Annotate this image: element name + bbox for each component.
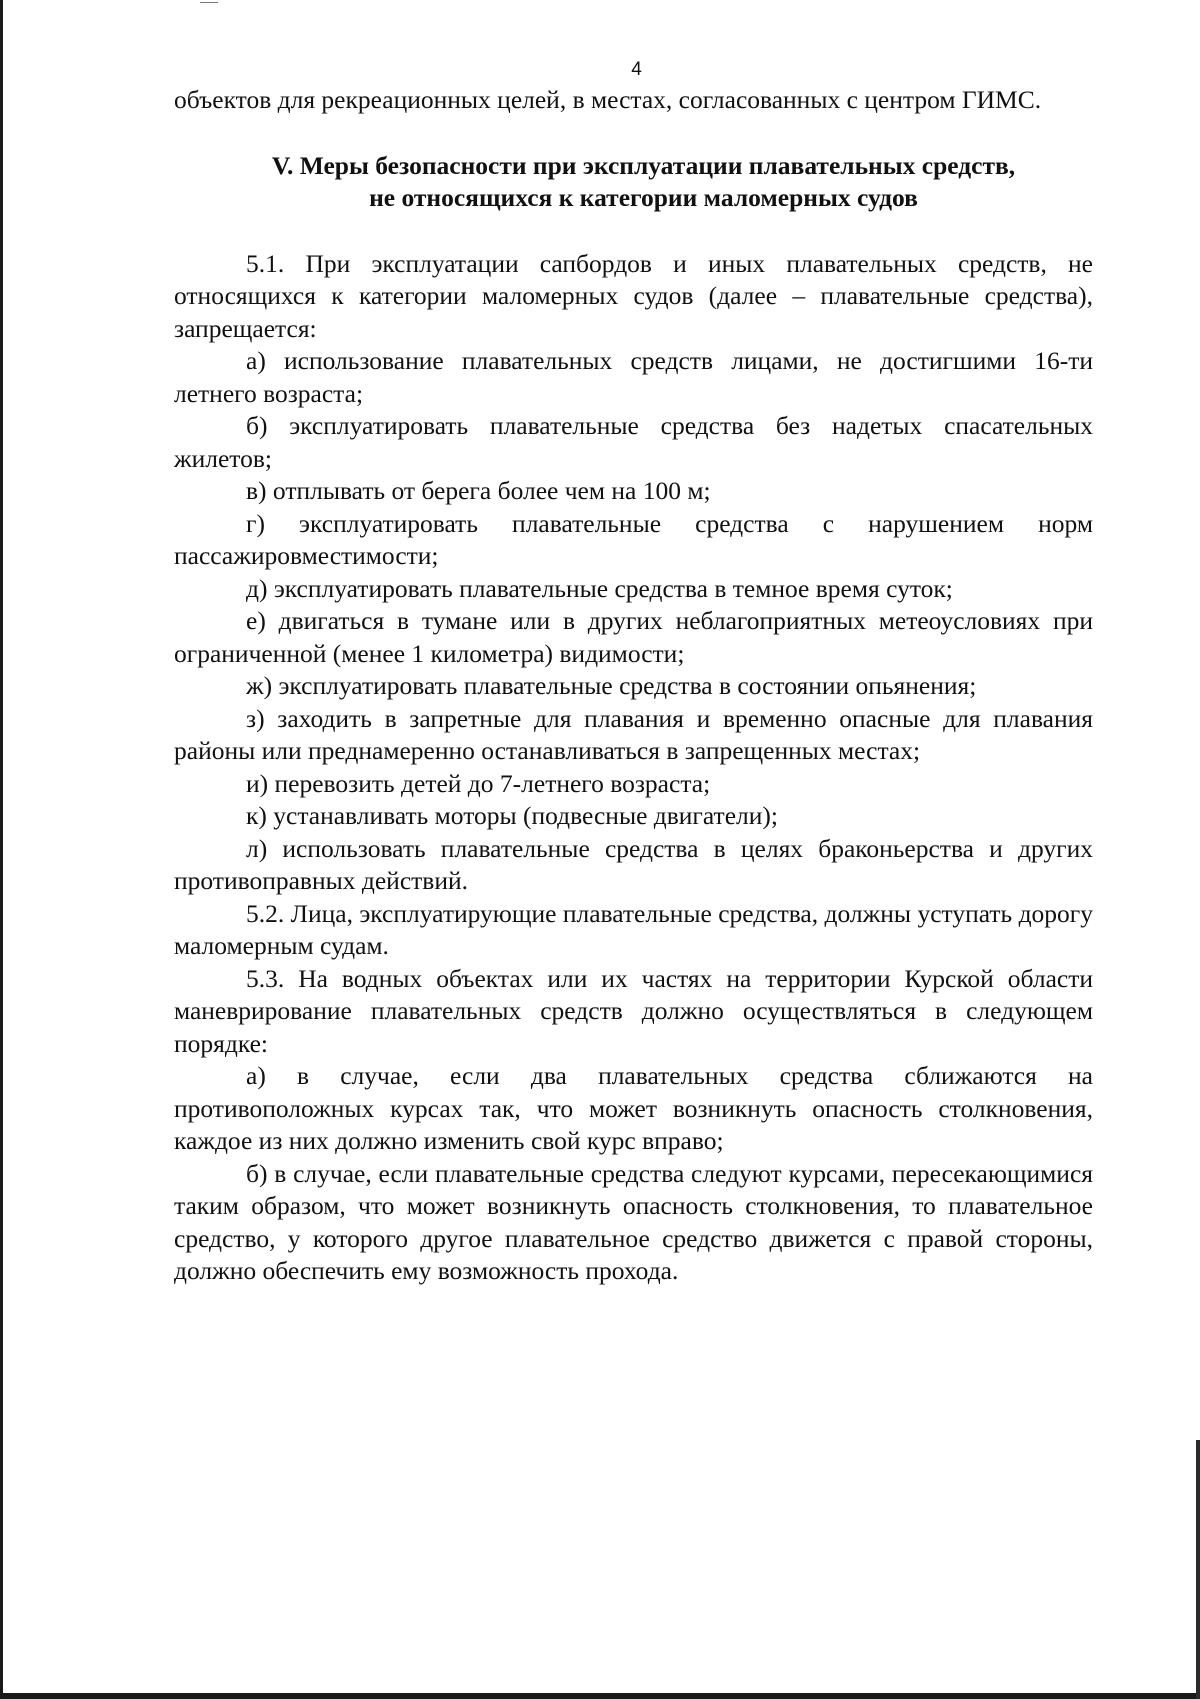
clause-5-1-z: з) заходить в запретные для плавания и временно опасные для плавания районы или преднамеренно останавливаться в запрещенных местах;	[174, 703, 1093, 765]
clause-5-1-e: е) двигаться в тумане или в других неблагоприятных метеоусловиях при ограниченной (менее 1 километра) видимости;	[174, 606, 1093, 668]
clause-5-2: 5.2. Лица, эксплуатирующие плавательные средства, должны уступать дорогу маломерным судам.	[174, 898, 1093, 960]
clause-5-1: 5.1. При эксплуатации сапбордов и иных плавательных средств, не относящихся к категории маломерных судов (далее – плавательные средства), запрещается:	[174, 248, 1093, 343]
clause-5-3-a: а) в случае, если два плавательных средства сближаются на противоположных курсах так, что может возникнуть опасность столкновения, каждое из них должно изменить свой курс вправо;	[174, 1061, 1093, 1155]
scan-edge-right	[1196, 1440, 1200, 1699]
clause-5-1-a: а) использование плавательных средств лицами, не достигшими 16-ти летнего возраста;	[174, 346, 1093, 408]
scan-edge-left	[0, 0, 3, 1699]
clause-5-3-b: б) в случае, если плавательные средства следуют курсами, пересекающимися таким образом, что может возникнуть опасность столкновения, то плавательное средство, у которого другое плавательное средство движется с правой стороны, должно обеспечить ему возможность прохода.	[174, 1158, 1093, 1285]
scan-mark-top	[200, 2, 218, 3]
clause-5-1-l: л) использовать плавательные средства в целях браконьерства и других противоправных действий.	[174, 833, 1093, 895]
section-heading-line-1: V. Меры безопасности при эксплуатации плавательных средств,	[271, 150, 1016, 180]
document-page	[174, 58, 1093, 1288]
clause-5-1-zh: ж) эксплуатировать плавательные средства в состоянии опьянения;	[246, 671, 977, 700]
page-number: 4	[631, 59, 642, 80]
clause-5-3: 5.3. На водных объектах или их частях на территории Курской области маневрирование плавательных средств должно осуществляться в следующем порядке:	[174, 963, 1093, 1058]
clause-5-1-g: г) эксплуатировать плавательные средства с нарушением норм пассажировместимости;	[174, 508, 1093, 570]
scan-edge-bottom	[0, 1693, 1200, 1699]
section-heading-line-2: не относящихся к категории маломерных судов	[369, 183, 918, 212]
clause-5-1-i: и) перевозить детей до 7-летнего возраста;	[246, 768, 711, 798]
clause-5-1-v: в) отплывать от берега более чем на 100 м;	[246, 476, 711, 505]
paragraph-continuation: объектов для рекреационных целей, в местах, согласованных с центром ГИМС.	[174, 85, 1042, 114]
clause-5-1-d: д) эксплуатировать плавательные средства в темное время суток;	[246, 573, 953, 603]
section-heading	[174, 150, 1093, 215]
clause-5-1-b: б) эксплуатировать плавательные средства без надетых спасательных жилетов;	[174, 411, 1093, 473]
clause-5-1-k: к) устанавливать моторы (подвесные двигатели);	[246, 801, 778, 830]
